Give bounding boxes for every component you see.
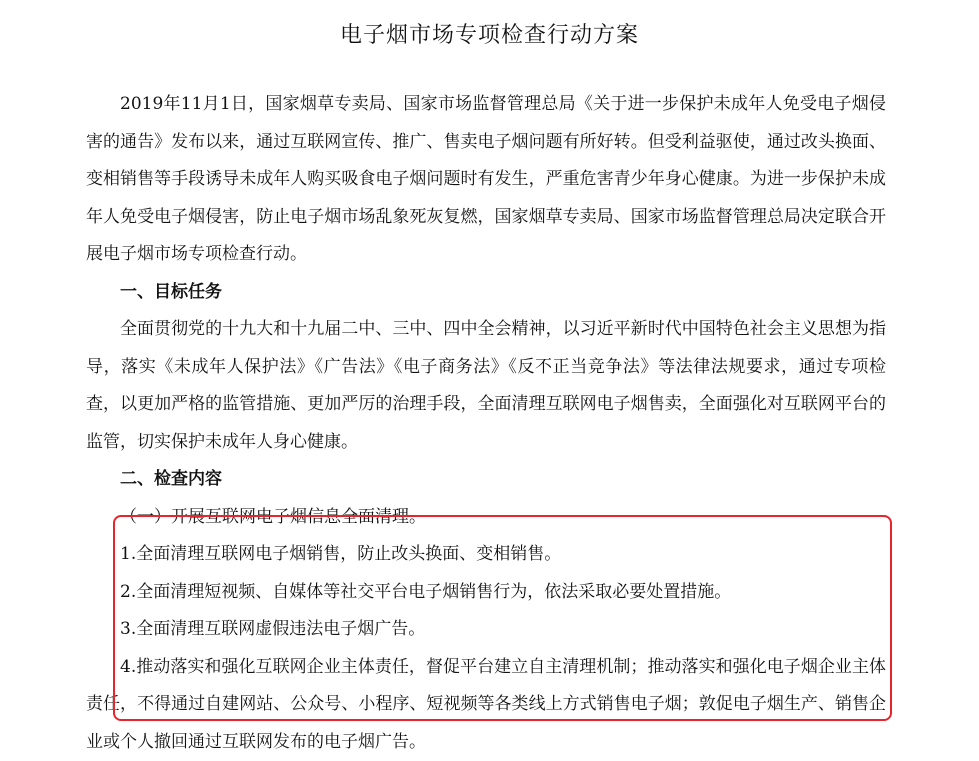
intro-paragraph: 2019年11月1日，国家烟草专卖局、国家市场监督管理总局《关于进一步保护未成年人免受电子烟侵害的通告》发布以来，通过互联网宣传、推广、售卖电子烟问题有所好转。但受利益驱使，通过改头换面、变相销售等手段诱导未成年人购买吸食电子烟问题时有发生，严重危害青少年身心健康。为进一步保护未成年人免受电子烟侵害，防止电子烟市场乱象死灰复燃，国家烟草专卖局、国家市场监督管理总局决定联合开展电子烟市场专项检查行动。 — [86, 86, 886, 274]
list-item-2: 2.全面清理短视频、自媒体等社交平台电子烟销售行为，依法采取必要处置措施。 — [86, 574, 886, 612]
list-item-1: 1.全面清理互联网电子烟销售，防止改头换面、变相销售。 — [86, 536, 886, 574]
section-heading-goals: 一、目标任务 — [86, 274, 886, 312]
subsection-heading-cleanup: （一）开展互联网电子烟信息全面清理。 — [86, 499, 886, 537]
list-item-4: 4.推动落实和强化互联网企业主体责任，督促平台建立自主清理机制；推动落实和强化电子烟企业主体责任，不得通过自建网站、公众号、小程序、短视频等各类线上方式销售电子烟；敦促电子烟生产、销售企业或个人撤回通过互联网发布的电子烟广告。 — [86, 649, 886, 761]
goals-paragraph: 全面贯彻党的十九大和十九届二中、三中、四中全会精神，以习近平新时代中国特色社会主义思想为指导，落实《未成年人保护法》《广告法》《电子商务法》《反不正当竞争法》等法律法规要求，通过专项检查，以更加严格的监管措施、更加严厉的治理手段，全面清理互联网电子烟售卖，全面强化对互联网平台的监管，切实保护未成年人身心健康。 — [86, 311, 886, 461]
section-heading-content: 二、检查内容 — [86, 461, 886, 499]
document-title: 电子烟市场专项检查行动方案 — [0, 18, 979, 49]
document-body — [86, 86, 886, 761]
list-item-3: 3.全面清理互联网虚假违法电子烟广告。 — [86, 611, 886, 649]
